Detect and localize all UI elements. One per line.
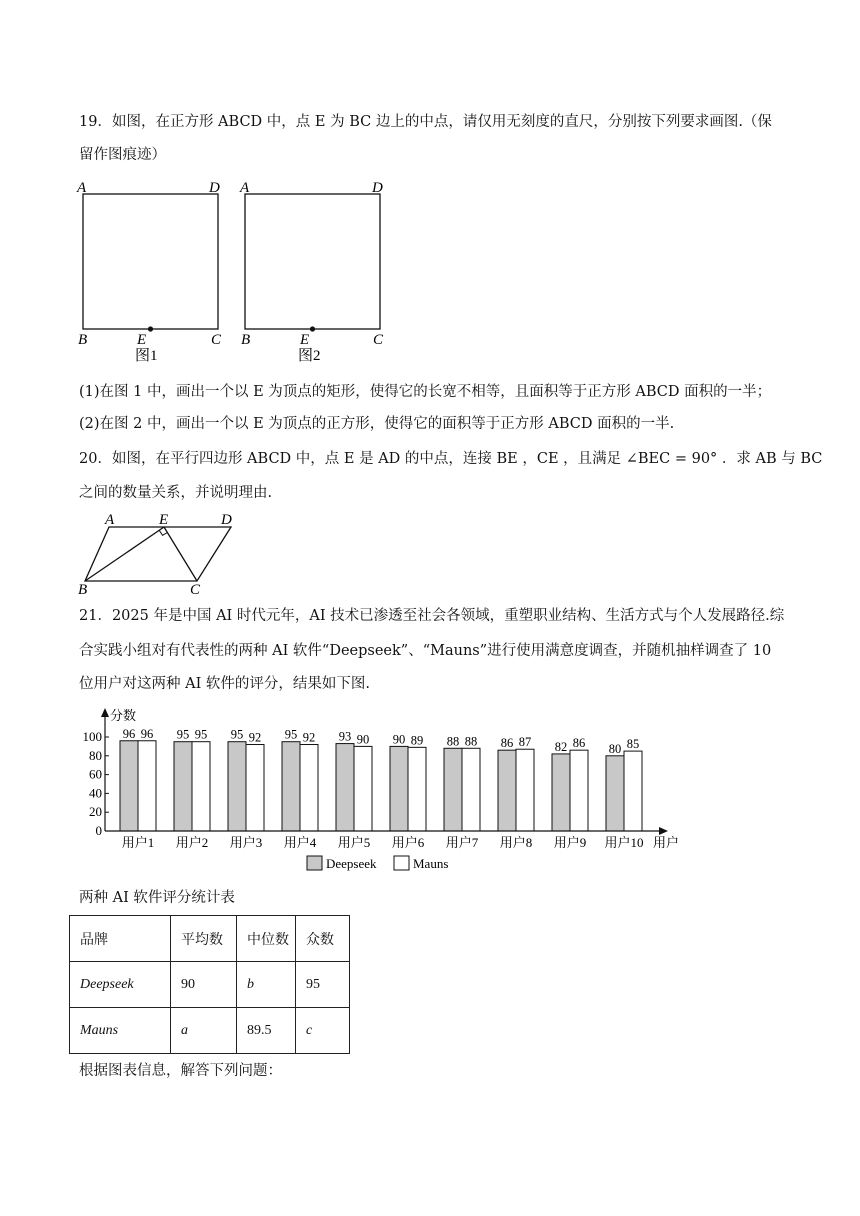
y-tick-label: 0 [95, 823, 102, 838]
y-tick-label: 80 [89, 747, 102, 763]
segment-ce [164, 527, 197, 581]
x-tick-label: 用户7 [445, 835, 479, 850]
bar-mauns [138, 741, 156, 831]
bar-mauns [192, 742, 210, 831]
y-axis-arrow [101, 708, 109, 717]
x-tick-label: 用户8 [499, 835, 533, 850]
header-mean: 平均数 [171, 916, 237, 962]
table-header-row [70, 916, 350, 962]
fig1-label-e: E [137, 332, 147, 348]
bar-value-label: 86 [572, 736, 586, 751]
x-tick-label: 用户1 [121, 835, 155, 850]
x-tick-label: 用户9 [553, 835, 587, 850]
cell-brand: Mauns [70, 1008, 171, 1054]
fig2-label-b: B [241, 332, 251, 348]
cell-mode: 95 [296, 962, 350, 1008]
cell-mode: c [296, 1008, 350, 1054]
x-axis-label: 用户 [653, 835, 680, 850]
legend-label-mauns: Mauns [413, 856, 449, 871]
legend-label-deepseek: Deepseek [326, 856, 377, 871]
legend [307, 856, 448, 871]
q21-text-line2: 合实践小组对有代表性的两种 AI 软件“Deepseek”、“Mauns”进行使用满意度调查，并随机抽样调查了 10 [79, 643, 772, 659]
q20-figure [76, 508, 246, 594]
bar-value-label: 95 [194, 727, 208, 742]
cell-mean: a [171, 1008, 237, 1054]
bar-deepseek [282, 742, 300, 831]
header-median: 中位数 [237, 916, 296, 962]
fig2-caption: 图2 [298, 348, 321, 364]
bar-value-label: 92 [248, 730, 262, 745]
header-mode: 众数 [296, 916, 350, 962]
q20-label-e: E [159, 512, 169, 528]
x-tick-label: 用户3 [229, 835, 263, 850]
x-tick-label: 用户5 [337, 835, 371, 850]
fig1-label-d: D [209, 180, 220, 196]
bar-value-label: 87 [518, 735, 532, 750]
bar-value-label: 86 [500, 736, 514, 751]
bar-deepseek [606, 756, 624, 831]
bar-deepseek [174, 742, 192, 831]
bar-value-label: 90 [356, 732, 370, 747]
bar-mauns [300, 745, 318, 831]
x-tick-label: 用户6 [391, 835, 425, 850]
bar-mauns [246, 745, 264, 831]
bar-deepseek [336, 744, 354, 831]
bar-deepseek [390, 746, 408, 831]
header-brand: 品牌 [70, 916, 171, 962]
fig1-label-c: C [211, 332, 222, 348]
bar-deepseek [120, 741, 138, 831]
q20-label-b: B [78, 582, 88, 594]
fig2-square [245, 194, 380, 329]
bar-value-label: 95 [176, 727, 190, 742]
q20-label-c: C [190, 582, 201, 594]
closing-prompt: 根据图表信息，解答下列问题： [79, 1063, 282, 1079]
bar-value-label: 95 [284, 727, 298, 742]
x-axis-arrow [659, 827, 668, 835]
table-caption: 两种 AI 软件评分统计表 [79, 890, 235, 906]
y-axis-label: 分数 [110, 708, 137, 723]
fig2-label-c: C [373, 332, 384, 348]
bar-value-label: 89 [410, 733, 424, 748]
fig2-label-e: E [300, 332, 310, 348]
stats-table [69, 915, 350, 1054]
q20-text-line2: 之间的数量关系，并说明理由. [79, 485, 273, 501]
cell-brand: Deepseek [70, 962, 171, 1008]
bar-value-label: 96 [140, 726, 154, 741]
bar-value-label: 82 [554, 739, 568, 754]
fig1-label-a: A [77, 180, 87, 196]
fig2-label-a: A [240, 180, 250, 196]
bar-deepseek [552, 754, 570, 831]
bar-deepseek [444, 748, 462, 831]
x-tick-label: 用户10 [604, 835, 644, 850]
q20-text-line1: 20．如图，在平行四边形 ABCD 中，点 E 是 AD 的中点，连接 BE ，CE ，且满足 ∠BEC = 90° ．求 AB 与 BC [79, 451, 823, 467]
x-tick-label: 用户4 [283, 835, 317, 850]
q20-label-a: A [105, 512, 115, 528]
bar-mauns [624, 751, 642, 831]
q19-part1: (1)在图 1 中，画出一个以 E 为顶点的矩形，使得它的长宽不相等，且面积等于正方形 ABCD 面积的一半； [79, 384, 772, 400]
q19-text-line1: 19．如图，在正方形 ABCD 中，点 E 为 BC 边上的中点，请仅用无刻度的直尺，分别按下列要求画图.（保 [79, 114, 772, 130]
bar-mauns [408, 747, 426, 831]
bar-deepseek [498, 750, 516, 831]
x-tick-label: 用户2 [175, 835, 209, 850]
y-tick-label: 40 [89, 785, 102, 801]
fig2-label-d: D [372, 180, 383, 196]
fig2-point-e [310, 326, 315, 331]
bar-mauns [354, 746, 372, 831]
q19-part2: (2)在图 2 中，画出一个以 E 为顶点的正方形，使得它的面积等于正方形 ABCD 面积的一半. [79, 416, 675, 432]
q19-text-line2: 留作图痕迹） [79, 147, 166, 163]
y-tick-label: 100 [82, 729, 102, 744]
bar-value-label: 80 [608, 741, 622, 756]
table-row [70, 962, 350, 1008]
legend-swatch-deepseek [307, 856, 322, 870]
fig1-point-e [148, 326, 153, 331]
bar-value-label: 88 [464, 734, 478, 749]
y-tick-label: 60 [89, 766, 102, 782]
legend-swatch-mauns [394, 856, 409, 870]
bar-deepseek [228, 742, 246, 831]
bar-value-label: 93 [338, 729, 352, 744]
bar-value-label: 96 [122, 726, 136, 741]
bar-chart [70, 700, 690, 880]
q21-text-line1: 21．2025 年是中国 AI 时代元年，AI 技术已渗透至社会各领域，重塑职业结构、生活方式与个人发展路径.综 [79, 608, 785, 624]
q20-label-d: D [221, 512, 232, 528]
bar-value-label: 88 [446, 734, 460, 749]
bar-value-label: 92 [302, 730, 316, 745]
bar-mauns [516, 749, 534, 831]
bar-value-label: 90 [392, 732, 406, 747]
table-row [70, 1008, 350, 1054]
bar-mauns [462, 748, 480, 831]
parallelogram [85, 527, 231, 581]
cell-median: 89.5 [237, 1008, 296, 1054]
cell-mean: 90 [171, 962, 237, 1008]
cell-median: b [237, 962, 296, 1008]
fig1-label-b: B [78, 332, 88, 348]
bar-mauns [570, 750, 588, 831]
fig1-square [83, 194, 218, 329]
fig1-caption: 图1 [135, 348, 158, 364]
q21-text-line3: 位用户对这两种 AI 软件的评分，结果如下图. [79, 676, 371, 692]
bar-value-label: 95 [230, 727, 244, 742]
bar-value-label: 85 [626, 737, 640, 752]
y-tick-label: 20 [89, 804, 102, 820]
q19-figures [74, 176, 414, 366]
